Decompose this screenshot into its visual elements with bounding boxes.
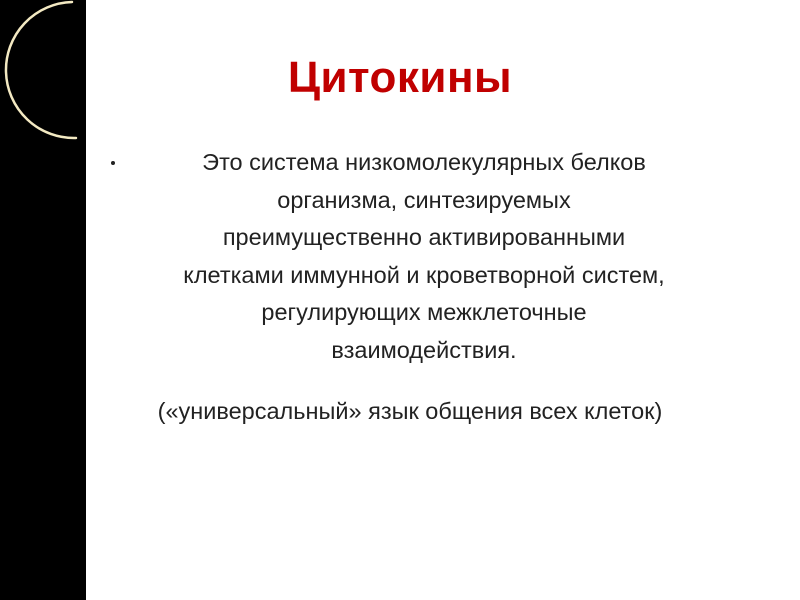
bullet-line: преимущественно активированными bbox=[222, 224, 626, 250]
bullet-line: Это система низкомолекулярных белков bbox=[202, 149, 646, 175]
decorative-arc bbox=[0, 0, 90, 150]
bullet-line: взаимодействия. bbox=[331, 336, 517, 363]
bullet-line: регулирующих межклеточные bbox=[261, 299, 587, 325]
bullet-line: клетками иммунной и кроветворной систем, bbox=[183, 261, 665, 288]
note-text: («универсальный» язык общения всех клеток) bbox=[157, 398, 663, 424]
bullet-line: организма, синтезируемых bbox=[277, 186, 571, 213]
bullet-text bbox=[108, 144, 740, 369]
slide-title: Цитокины bbox=[287, 53, 513, 102]
